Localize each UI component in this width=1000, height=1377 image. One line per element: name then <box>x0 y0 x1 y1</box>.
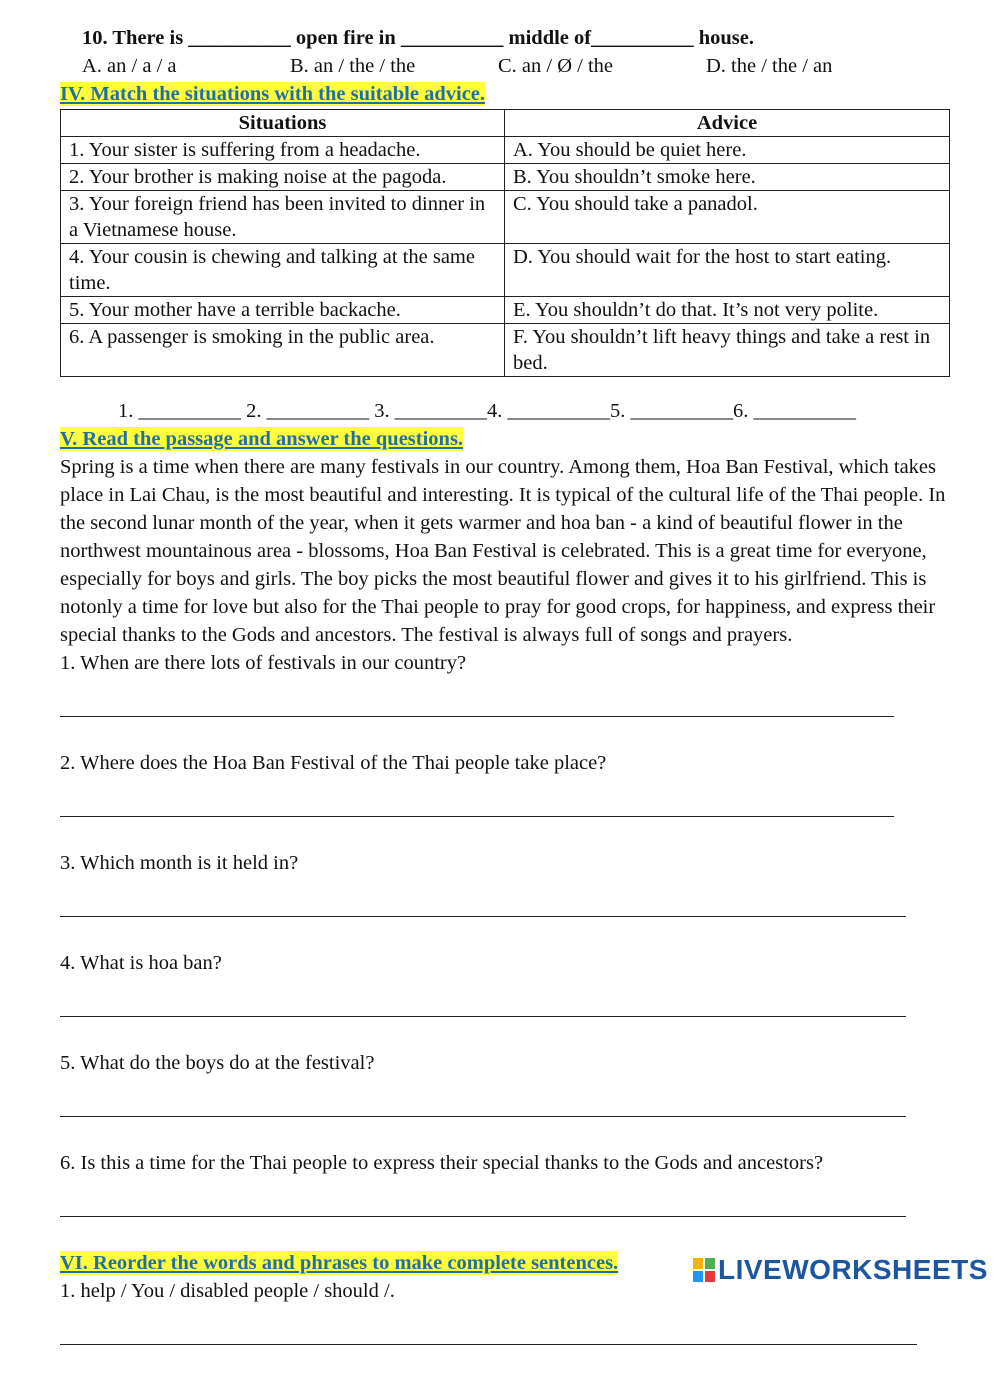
situation-cell: 1. Your sister is suffering from a headache. <box>61 137 505 164</box>
answer-line[interactable] <box>60 915 906 917</box>
question-2: 2. Where does the Hoa Ban Festival of the Thai people take place? <box>60 752 607 774</box>
section-6-title: VI. Reorder the words and phrases to make complete sentences. <box>60 1252 619 1274</box>
option-b: B. an / the / the <box>290 55 416 77</box>
question-6: 6. Is this a time for the Thai people to express their special thanks to the Gods and ancestors? <box>60 1152 824 1174</box>
advice-cell: F. You shouldn’t lift heavy things and take a rest in bed. <box>505 324 950 377</box>
advice-cell: D. You should wait for the host to start eating. <box>505 244 950 297</box>
situation-cell: 5. Your mother have a terrible backache. <box>61 297 505 324</box>
section-5-title: V. Read the passage and answer the questions. <box>60 428 464 450</box>
situation-cell: 4. Your cousin is chewing and talking at the same time. <box>61 244 505 297</box>
matching-answer-blanks[interactable]: 1. __________ 2. __________ 3. _________4. __________5. __________6. __________ <box>118 400 856 422</box>
question-1: 1. When are there lots of festivals in our country? <box>60 652 467 674</box>
option-a: A. an / a / a <box>82 55 177 77</box>
advice-cell: E. You shouldn’t do that. It’s not very polite. <box>505 297 950 324</box>
table-header-advice: Advice <box>505 110 950 137</box>
matching-table <box>60 109 950 377</box>
liveworksheets-logo <box>693 1255 988 1285</box>
question-5: 5. What do the boys do at the festival? <box>60 1052 375 1074</box>
table-row <box>61 297 950 324</box>
reorder-item-1: 1. help / You / disabled people / should /. <box>60 1280 395 1302</box>
question-10: 10. There is __________ open fire in __________ middle of__________ house. <box>82 27 754 49</box>
table-row <box>61 244 950 297</box>
logo-blocks-icon <box>693 1258 715 1282</box>
situation-cell: 3. Your foreign friend has been invited to dinner in a Vietnamese house. <box>61 191 505 244</box>
answer-line[interactable] <box>60 1015 906 1017</box>
answer-line[interactable] <box>60 1115 906 1117</box>
reading-passage: Spring is a time when there are many festivals in our country. Among them, Hoa Ban Festival, which takes place in Lai Chau, is the most beautiful and interesting. It is typical of the cultural life of the Thai people. In the second lunar month of the year, when it gets warmer and hoa ban - a kind of beautiful flower in the northwest mountainous area - blossoms, Hoa Ban Festival is celebrated. This is a great time for everyone, especially for boys and girls. The boy picks the most beautiful flower and gives it to his girlfriend. This is notonly a time for love but also for the Thai people to pray for good crops, for happiness, and express their special thanks to the Gods and ancestors. The festival is always full of songs and prayers. <box>60 456 946 646</box>
table-row <box>61 164 950 191</box>
question-10-options <box>60 52 950 80</box>
section-4-title: IV. Match the situations with the suitable advice. <box>60 83 486 105</box>
table-header-situations: Situations <box>61 110 505 137</box>
option-c: C. an / Ø / the <box>498 55 614 77</box>
question-4: 4. What is hoa ban? <box>60 952 222 974</box>
option-d: D. the / the / an <box>706 55 833 77</box>
answer-line[interactable] <box>60 715 894 717</box>
advice-cell: C. You should take a panadol. <box>505 191 950 244</box>
question-3: 3. Which month is it held in? <box>60 852 299 874</box>
answer-line[interactable] <box>60 1215 906 1217</box>
answer-line[interactable] <box>60 1343 917 1345</box>
situation-cell: 2. Your brother is making noise at the pagoda. <box>61 164 505 191</box>
advice-cell: A. You should be quiet here. <box>505 137 950 164</box>
table-row <box>61 137 950 164</box>
advice-cell: B. You shouldn’t smoke here. <box>505 164 950 191</box>
table-row <box>61 191 950 244</box>
situation-cell: 6. A passenger is smoking in the public area. <box>61 324 505 377</box>
table-row <box>61 324 950 377</box>
logo-text: LIVEWORKSHEETS <box>718 1254 988 1285</box>
answer-line[interactable] <box>60 815 894 817</box>
worksheet-page <box>60 24 950 1377</box>
